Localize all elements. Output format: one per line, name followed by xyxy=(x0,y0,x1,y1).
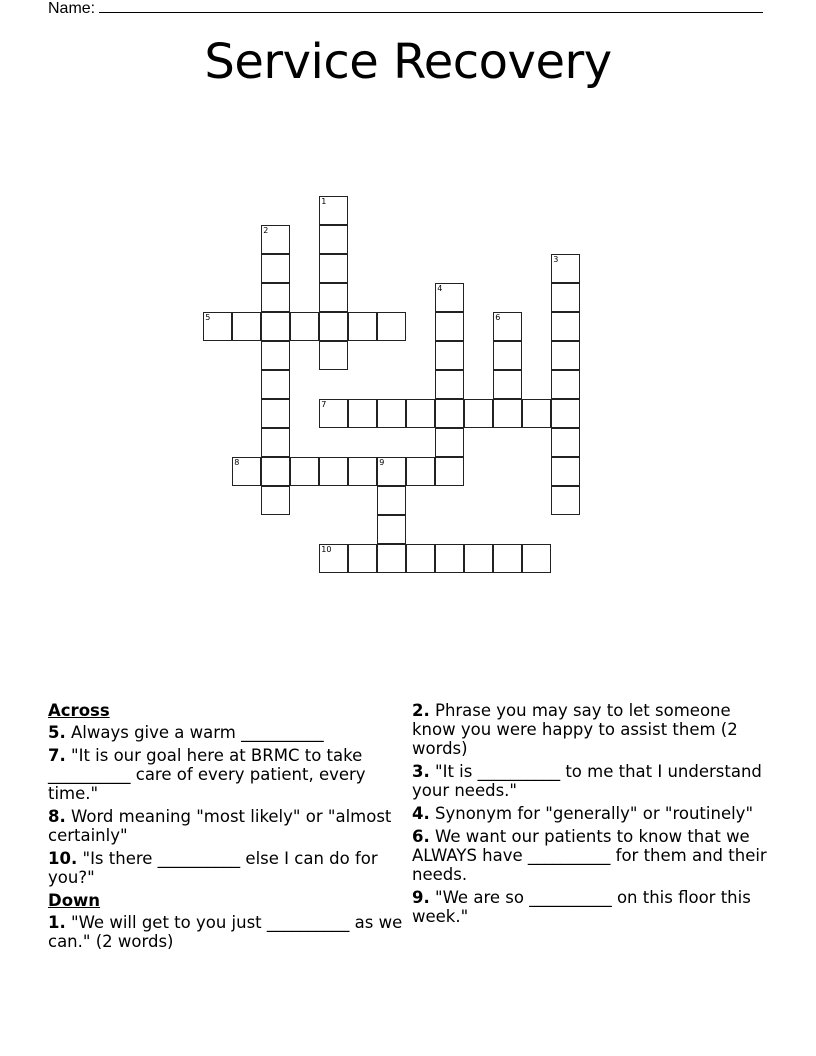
crossword-cell[interactable] xyxy=(261,254,290,283)
crossword-cell[interactable] xyxy=(493,341,522,370)
crossword-cell[interactable] xyxy=(348,457,377,486)
crossword-cell[interactable] xyxy=(261,428,290,457)
crossword-cell[interactable] xyxy=(348,312,377,341)
crossword-cell[interactable] xyxy=(348,544,377,573)
crossword-cell[interactable] xyxy=(377,486,406,515)
crossword-cell[interactable] xyxy=(551,428,580,457)
clue-number-label: 3 xyxy=(553,255,559,265)
clue-down-1: 1. "We will get to you just __________ as we can." (2 words) xyxy=(48,913,403,951)
clue-across-8: 8. Word meaning "most likely" or "almost certainly" xyxy=(48,807,392,845)
crossword-cell[interactable] xyxy=(203,312,232,341)
crossword-cell[interactable] xyxy=(319,283,348,312)
crossword-cell[interactable] xyxy=(493,399,522,428)
crossword-cell[interactable] xyxy=(232,457,261,486)
crossword-cell[interactable] xyxy=(493,544,522,573)
crossword-cell[interactable] xyxy=(319,312,348,341)
crossword-cell[interactable] xyxy=(551,254,580,283)
crossword-cell[interactable] xyxy=(493,370,522,399)
crossword-cell[interactable] xyxy=(551,486,580,515)
crossword-cell[interactable] xyxy=(261,283,290,312)
clue-across-7: 7. "It is our goal here at BRMC to take __________ care of every patient, every time." xyxy=(48,746,366,803)
clue-down-9: 9. "We are so __________ on this floor this week." xyxy=(412,888,751,926)
clue-down-3: 3. "It is __________ to me that I understand your needs." xyxy=(412,762,762,800)
clue-number-label: 5 xyxy=(205,313,211,323)
crossword-cell[interactable] xyxy=(435,341,464,370)
crossword-cell[interactable] xyxy=(261,486,290,515)
crossword-cell[interactable] xyxy=(319,544,348,573)
crossword-cell[interactable] xyxy=(493,312,522,341)
crossword-cell[interactable] xyxy=(319,225,348,254)
crossword-cell[interactable] xyxy=(290,312,319,341)
crossword-cell[interactable] xyxy=(261,312,290,341)
across-heading: Across xyxy=(48,701,110,720)
crossword-cell[interactable] xyxy=(261,225,290,254)
clue-down-4: 4. Synonym for "generally" or "routinely" xyxy=(412,804,754,823)
clue-number-label: 2 xyxy=(263,226,269,236)
clue-down-2: 2. Phrase you may say to let someone know you were happy to assist them (2 words) xyxy=(412,701,738,758)
crossword-cell[interactable] xyxy=(290,457,319,486)
clue-down-6: 6. We want our patients to know that we ALWAYS have __________ for them and their needs. xyxy=(412,827,767,884)
crossword-cell[interactable] xyxy=(261,341,290,370)
crossword-cell[interactable] xyxy=(319,254,348,283)
clue-number-label: 8 xyxy=(234,458,240,468)
clue-across-5: 5. Always give a warm __________ xyxy=(48,723,324,742)
clues-right-column xyxy=(412,701,768,930)
crossword-cell[interactable] xyxy=(435,399,464,428)
crossword-cell[interactable] xyxy=(377,544,406,573)
crossword-cell[interactable] xyxy=(522,544,551,573)
crossword-cell[interactable] xyxy=(377,399,406,428)
crossword-cell[interactable] xyxy=(551,283,580,312)
clue-across-10: 10. "Is there __________ else I can do for you?" xyxy=(48,849,378,887)
crossword-cell[interactable] xyxy=(551,399,580,428)
crossword-cell[interactable] xyxy=(377,515,406,544)
clues-left-column xyxy=(48,701,408,955)
name-label: Name: xyxy=(48,0,96,17)
clue-number-label: 6 xyxy=(495,313,501,323)
clue-number-label: 9 xyxy=(379,458,385,468)
crossword-cell[interactable] xyxy=(551,457,580,486)
crossword-cell[interactable] xyxy=(551,341,580,370)
crossword-cell[interactable] xyxy=(377,312,406,341)
crossword-cell[interactable] xyxy=(406,399,435,428)
clue-number-label: 10 xyxy=(321,545,332,555)
crossword-cell[interactable] xyxy=(319,341,348,370)
crossword-cell[interactable] xyxy=(406,457,435,486)
crossword-cell[interactable] xyxy=(348,399,377,428)
down-heading: Down xyxy=(48,891,101,910)
crossword-cell[interactable] xyxy=(377,457,406,486)
crossword-cell[interactable] xyxy=(522,399,551,428)
page-title: Service Recovery xyxy=(204,34,612,90)
crossword-cell[interactable] xyxy=(435,283,464,312)
crossword-cell[interactable] xyxy=(551,370,580,399)
crossword-cell[interactable] xyxy=(551,312,580,341)
crossword-cell[interactable] xyxy=(261,457,290,486)
crossword-cell[interactable] xyxy=(261,399,290,428)
crossword-cell[interactable] xyxy=(435,370,464,399)
crossword-cell[interactable] xyxy=(435,312,464,341)
crossword-cell[interactable] xyxy=(435,457,464,486)
crossword-cell[interactable] xyxy=(319,399,348,428)
crossword-cell[interactable] xyxy=(435,544,464,573)
crossword-cell[interactable] xyxy=(261,370,290,399)
clue-number-label: 1 xyxy=(321,197,327,207)
crossword-cell[interactable] xyxy=(319,457,348,486)
crossword-cell[interactable] xyxy=(232,312,261,341)
crossword-cell[interactable] xyxy=(319,196,348,225)
crossword-cell[interactable] xyxy=(435,428,464,457)
crossword-cell[interactable] xyxy=(406,544,435,573)
crossword-cell[interactable] xyxy=(464,544,493,573)
crossword-cell[interactable] xyxy=(464,399,493,428)
clue-number-label: 4 xyxy=(437,284,443,294)
clue-number-label: 7 xyxy=(321,400,327,410)
